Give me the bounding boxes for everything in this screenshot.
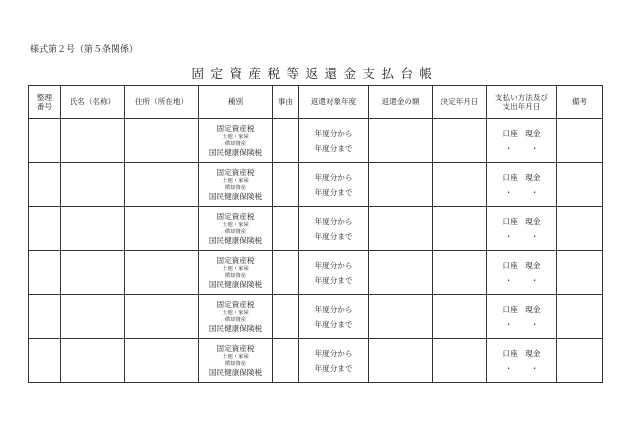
ledger-row xyxy=(29,339,603,383)
header-reason: 事由 xyxy=(273,86,299,119)
period-to: 年度分まで xyxy=(314,143,353,153)
tax-type-cell xyxy=(199,339,273,383)
header-type: 種別 xyxy=(199,86,273,119)
tax-type-depreciable: 償却資産 xyxy=(224,228,247,235)
period-from: 年度分から xyxy=(314,172,353,182)
name-cell[interactable] xyxy=(61,295,125,339)
payment-method-cell xyxy=(487,295,557,339)
period-from: 年度分から xyxy=(314,304,353,314)
reason-cell[interactable] xyxy=(273,251,299,295)
header-address: 住所（所在地） xyxy=(125,86,199,119)
ledger-row xyxy=(29,207,603,251)
tax-type-cell xyxy=(199,251,273,295)
payment-options: 口座 現金 xyxy=(502,172,541,182)
address-cell[interactable] xyxy=(125,339,199,383)
refund-period-cell xyxy=(299,295,369,339)
tax-type-fixed: 固定資産税 xyxy=(216,300,255,309)
seiri-number-cell[interactable] xyxy=(29,207,61,251)
tax-type-depreciable: 償却資産 xyxy=(224,140,247,147)
tax-type-land-house: 土地・家屋 xyxy=(222,354,249,360)
period-from: 年度分から xyxy=(314,348,353,358)
name-cell[interactable] xyxy=(61,207,125,251)
tax-type-fixed: 固定資産税 xyxy=(216,256,255,265)
decision-date-cell[interactable] xyxy=(433,295,487,339)
refund-amount-cell[interactable] xyxy=(369,163,433,207)
payment-method-cell xyxy=(487,251,557,295)
tax-type-cell xyxy=(199,207,273,251)
header-amount: 返還金の額 xyxy=(369,86,433,119)
address-cell[interactable] xyxy=(125,207,199,251)
period-from: 年度分から xyxy=(314,260,353,270)
period-to: 年度分まで xyxy=(314,231,353,241)
tax-type-cell xyxy=(199,163,273,207)
period-to: 年度分まで xyxy=(314,363,353,373)
reason-cell[interactable] xyxy=(273,295,299,339)
period-to: 年度分まで xyxy=(314,187,353,197)
refund-period-cell xyxy=(299,251,369,295)
ledger-row xyxy=(29,295,603,339)
tax-type-cell xyxy=(199,119,273,163)
remarks-cell[interactable] xyxy=(557,251,603,295)
reason-cell[interactable] xyxy=(273,207,299,251)
refund-period-cell xyxy=(299,163,369,207)
tax-type-depreciable: 償却資産 xyxy=(224,360,247,367)
seiri-number-cell[interactable] xyxy=(29,163,61,207)
name-cell[interactable] xyxy=(61,119,125,163)
header-period: 返還対象年度 xyxy=(299,86,369,119)
period-to: 年度分まで xyxy=(314,275,353,285)
reason-cell[interactable] xyxy=(273,119,299,163)
decision-date-cell[interactable] xyxy=(433,119,487,163)
address-cell[interactable] xyxy=(125,295,199,339)
refund-period-cell xyxy=(299,207,369,251)
seiri-number-cell[interactable] xyxy=(29,119,61,163)
form-number-label: 様式第２号（第５条関係） xyxy=(30,45,139,55)
payment-options: 口座 現金 xyxy=(502,304,541,314)
tax-type-land-house: 土地・家屋 xyxy=(222,222,249,228)
address-cell[interactable] xyxy=(125,163,199,207)
decision-date-cell[interactable] xyxy=(433,207,487,251)
remarks-cell[interactable] xyxy=(557,119,603,163)
header-decision-date: 決定年月日 xyxy=(433,86,487,119)
payment-date-dots: ・ ・ xyxy=(504,231,547,241)
tax-type-fixed: 固定資産税 xyxy=(216,212,255,221)
tax-type-land-house: 土地・家屋 xyxy=(222,266,249,272)
header-seiri-line2: 番号 xyxy=(36,102,53,111)
tax-type-nhi: 国民健康保険税 xyxy=(208,192,263,201)
payment-date-dots: ・ ・ xyxy=(504,319,547,329)
tax-type-depreciable: 償却資産 xyxy=(224,316,247,323)
payment-method-cell xyxy=(487,119,557,163)
header-seiri-line1: 整理 xyxy=(36,92,53,102)
ledger-row xyxy=(29,251,603,295)
tax-type-land-house: 土地・家屋 xyxy=(222,310,249,316)
refund-ledger-table xyxy=(28,85,603,383)
ledger-row xyxy=(29,163,603,207)
refund-amount-cell[interactable] xyxy=(369,119,433,163)
refund-period-cell xyxy=(299,119,369,163)
document-title: 固定資産税等返還金支払台帳 xyxy=(191,66,439,81)
name-cell[interactable] xyxy=(61,339,125,383)
period-from: 年度分から xyxy=(314,216,353,226)
payment-date-dots: ・ ・ xyxy=(504,187,547,197)
payment-method-cell xyxy=(487,339,557,383)
tax-type-depreciable: 償却資産 xyxy=(224,184,247,191)
tax-type-nhi: 国民健康保険税 xyxy=(208,324,263,333)
address-cell[interactable] xyxy=(125,119,199,163)
decision-date-cell[interactable] xyxy=(433,251,487,295)
refund-period-cell xyxy=(299,339,369,383)
tax-type-fixed: 固定資産税 xyxy=(216,344,255,353)
payment-method-cell xyxy=(487,207,557,251)
tax-type-nhi: 国民健康保険税 xyxy=(208,236,263,245)
tax-type-nhi: 国民健康保険税 xyxy=(208,368,263,377)
reason-cell[interactable] xyxy=(273,339,299,383)
payment-date-dots: ・ ・ xyxy=(504,143,547,153)
tax-type-depreciable: 償却資産 xyxy=(224,272,247,279)
payment-options: 口座 現金 xyxy=(502,128,541,138)
header-row xyxy=(29,86,603,119)
tax-type-nhi: 国民健康保険税 xyxy=(208,148,263,157)
payment-options: 口座 現金 xyxy=(502,348,541,358)
payment-options: 口座 現金 xyxy=(502,260,541,270)
remarks-cell[interactable] xyxy=(557,163,603,207)
seiri-number-cell[interactable] xyxy=(29,295,61,339)
tax-type-cell xyxy=(199,295,273,339)
tax-type-fixed: 固定資産税 xyxy=(216,124,255,133)
name-cell[interactable] xyxy=(61,163,125,207)
refund-amount-cell[interactable] xyxy=(369,251,433,295)
tax-type-land-house: 土地・家屋 xyxy=(222,134,249,140)
name-cell[interactable] xyxy=(61,251,125,295)
payment-options: 口座 現金 xyxy=(502,216,541,226)
decision-date-cell[interactable] xyxy=(433,163,487,207)
remarks-cell[interactable] xyxy=(557,295,603,339)
period-from: 年度分から xyxy=(314,128,353,138)
refund-amount-cell[interactable] xyxy=(369,207,433,251)
payment-date-dots: ・ ・ xyxy=(504,363,547,373)
remarks-cell[interactable] xyxy=(557,207,603,251)
remarks-cell[interactable] xyxy=(557,339,603,383)
header-payment-method xyxy=(487,86,557,119)
decision-date-cell[interactable] xyxy=(433,339,487,383)
address-cell[interactable] xyxy=(125,251,199,295)
header-name: 氏名（名称） xyxy=(61,86,125,119)
ledger-row xyxy=(29,119,603,163)
tax-type-nhi: 国民健康保険税 xyxy=(208,280,263,289)
ledger-body xyxy=(29,119,603,383)
header-seiri-number xyxy=(29,86,61,119)
header-remarks: 備考 xyxy=(557,86,603,119)
tax-type-fixed: 固定資産税 xyxy=(216,168,255,177)
refund-amount-cell[interactable] xyxy=(369,295,433,339)
header-payment-line1: 支払い方法及び xyxy=(494,92,549,102)
payment-date-dots: ・ ・ xyxy=(504,275,547,285)
payment-method-cell xyxy=(487,163,557,207)
reason-cell[interactable] xyxy=(273,163,299,207)
header-payment-line2: 支出年月日 xyxy=(502,102,541,111)
seiri-number-cell[interactable] xyxy=(29,251,61,295)
seiri-number-cell[interactable] xyxy=(29,339,61,383)
tax-type-land-house: 土地・家屋 xyxy=(222,178,249,184)
refund-amount-cell[interactable] xyxy=(369,339,433,383)
period-to: 年度分まで xyxy=(314,319,353,329)
